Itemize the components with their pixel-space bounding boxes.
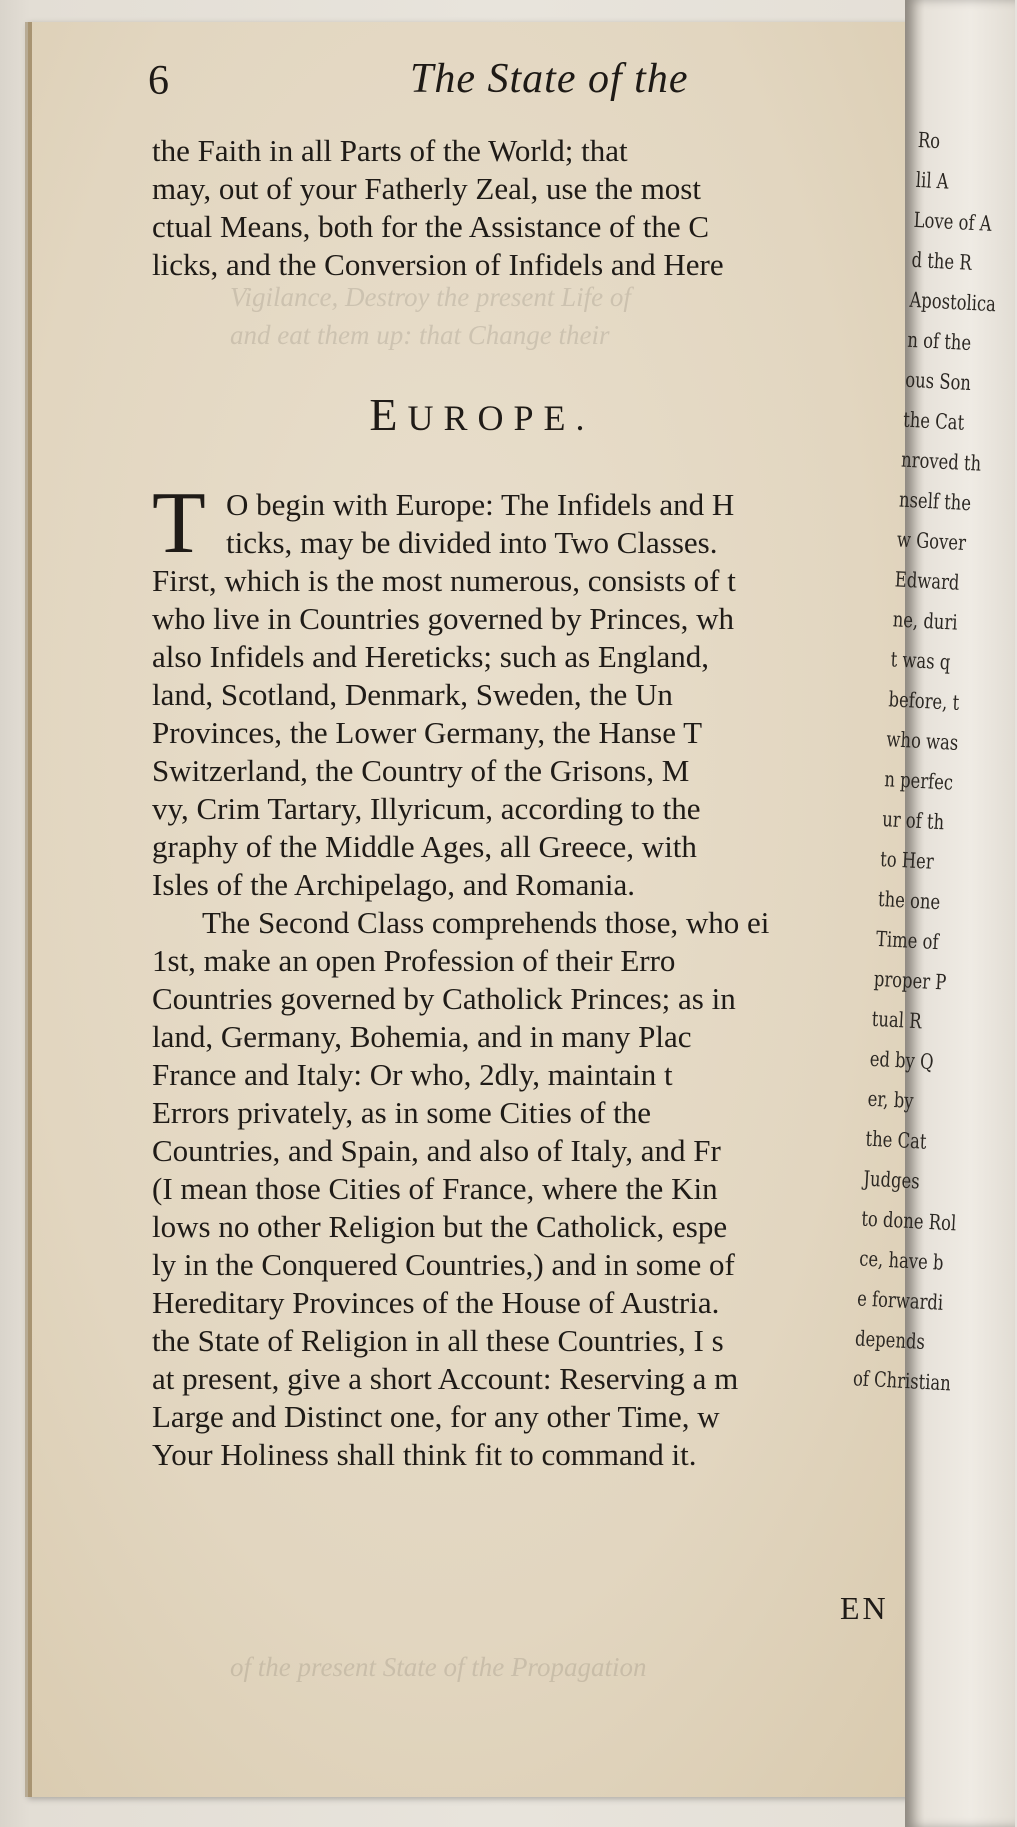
facing-line: n perfec <box>883 767 954 795</box>
text-line: graphy of the Middle Ages, all Greece, with <box>152 829 697 864</box>
facing-line: Apostolica <box>908 287 997 317</box>
text-line: 1st, make an open Profession of their Erro <box>152 943 676 978</box>
text-line: Provinces, the Lower Germany, the Hanse T <box>152 715 703 750</box>
text-line: ctual Means, both for the Assistance of the C <box>152 209 710 244</box>
facing-line: the Cat <box>864 1126 928 1154</box>
text-line: ly in the Conquered Countries,) and in some of <box>152 1247 735 1282</box>
facing-line: e forwardi <box>856 1286 944 1315</box>
facing-line: Judges <box>862 1166 921 1194</box>
text-line: Isles of the Archipelago, and Romania. <box>152 867 635 902</box>
text-line: Errors privately, as in some Cities of the <box>152 1095 652 1130</box>
facing-line: tual R <box>871 1006 923 1034</box>
facing-line: Edward <box>894 567 961 595</box>
facing-line: nself the <box>898 487 972 516</box>
facing-line: ed by Q <box>869 1046 935 1075</box>
text-line: First, which is the most numerous, consists of t <box>152 563 736 598</box>
facing-line: who was <box>885 727 959 755</box>
facing-line: nroved th <box>900 447 982 476</box>
facing-line: the one <box>877 886 941 915</box>
facing-line: n of the <box>906 327 972 356</box>
facing-line: ous Son <box>904 367 972 396</box>
facing-line: depends <box>854 1326 926 1354</box>
text-line: Countries, and Spain, and also of Italy, and Fr <box>152 1133 721 1168</box>
facing-page <box>852 0 1015 1827</box>
facing-line: ce, have b <box>858 1246 945 1275</box>
facing-line: ur of th <box>881 807 945 835</box>
running-title: The State of the <box>410 56 689 102</box>
text-line: ticks, may be divided into Two Classes. <box>226 525 718 560</box>
catchword: EN <box>840 1590 889 1626</box>
text-line: who live in Countries governed by Princes, wh <box>152 601 735 636</box>
text-line: also Infidels and Hereticks; such as England, <box>152 639 709 674</box>
heading-rest: UROPE. <box>407 398 595 438</box>
facing-line: lil A <box>915 167 950 194</box>
text-line: lows no other Religion but the Catholick, espe <box>152 1209 728 1244</box>
running-head <box>120 55 940 115</box>
show-through-text: Vigilance, Destroy the present Life of <box>230 282 631 312</box>
show-through-text: of the present State of the Propagation <box>230 1652 647 1682</box>
text-line: vy, Crim Tartary, Illyricum, according to the <box>152 791 701 826</box>
heading-initial: E <box>369 389 408 440</box>
facing-line: ne, duri <box>892 607 959 635</box>
text-line: O begin with Europe: The Infidels and H <box>226 487 735 522</box>
section-heading <box>152 388 812 441</box>
continued-text <box>152 132 942 284</box>
facing-line: t was q <box>890 647 951 675</box>
text-line: the State of Religion in all these Countries, I s <box>152 1323 724 1358</box>
facing-line: Ro <box>917 127 941 154</box>
text-line: the Faith in all Parts of the World; that <box>152 133 628 168</box>
facing-line: Time of <box>875 926 940 955</box>
text-line: (I mean those Cities of France, where the Kin <box>152 1171 718 1206</box>
facing-line: d the R <box>911 247 973 275</box>
text-line: Your Holiness shall think fit to command it. <box>152 1437 697 1472</box>
facing-line: to done Rol <box>860 1206 957 1236</box>
facing-line: er, by <box>867 1086 915 1114</box>
text-line: land, Germany, Bohemia, and in many Plac <box>152 1019 692 1054</box>
facing-line: Love of A <box>913 207 993 236</box>
text-line: The Second Class comprehends those, who ei <box>202 905 770 940</box>
text-line: licks, and the Conversion of Infidels and Here <box>152 247 724 282</box>
paragraph-one <box>152 475 957 1474</box>
facing-line: before, t <box>888 687 960 715</box>
facing-line: the Cat <box>902 407 965 435</box>
facing-line: proper P <box>873 966 947 995</box>
text-line: land, Scotland, Denmark, Sweden, the Un <box>152 677 673 712</box>
text-line: at present, give a short Account: Reserving a m <box>152 1361 739 1396</box>
page-number: 6 <box>148 58 169 104</box>
drop-cap: T <box>152 475 206 572</box>
facing-line: w Gover <box>896 527 967 556</box>
text-line: Hereditary Provinces of the House of Austria. <box>152 1285 720 1320</box>
text-line: Countries governed by Catholick Princes; as in <box>152 981 736 1016</box>
text-line: Large and Distinct one, for any other Time, w <box>152 1399 720 1434</box>
show-through-text: and eat them up: that Change their <box>230 320 610 350</box>
text-line: may, out of your Fatherly Zeal, use the most <box>152 171 701 206</box>
facing-line: of Christian <box>852 1366 952 1396</box>
text-line: France and Italy: Or who, 2dly, maintain t <box>152 1057 673 1092</box>
text-line: Switzerland, the Country of the Grisons, M <box>152 753 690 788</box>
facing-line: to Her <box>879 847 935 874</box>
